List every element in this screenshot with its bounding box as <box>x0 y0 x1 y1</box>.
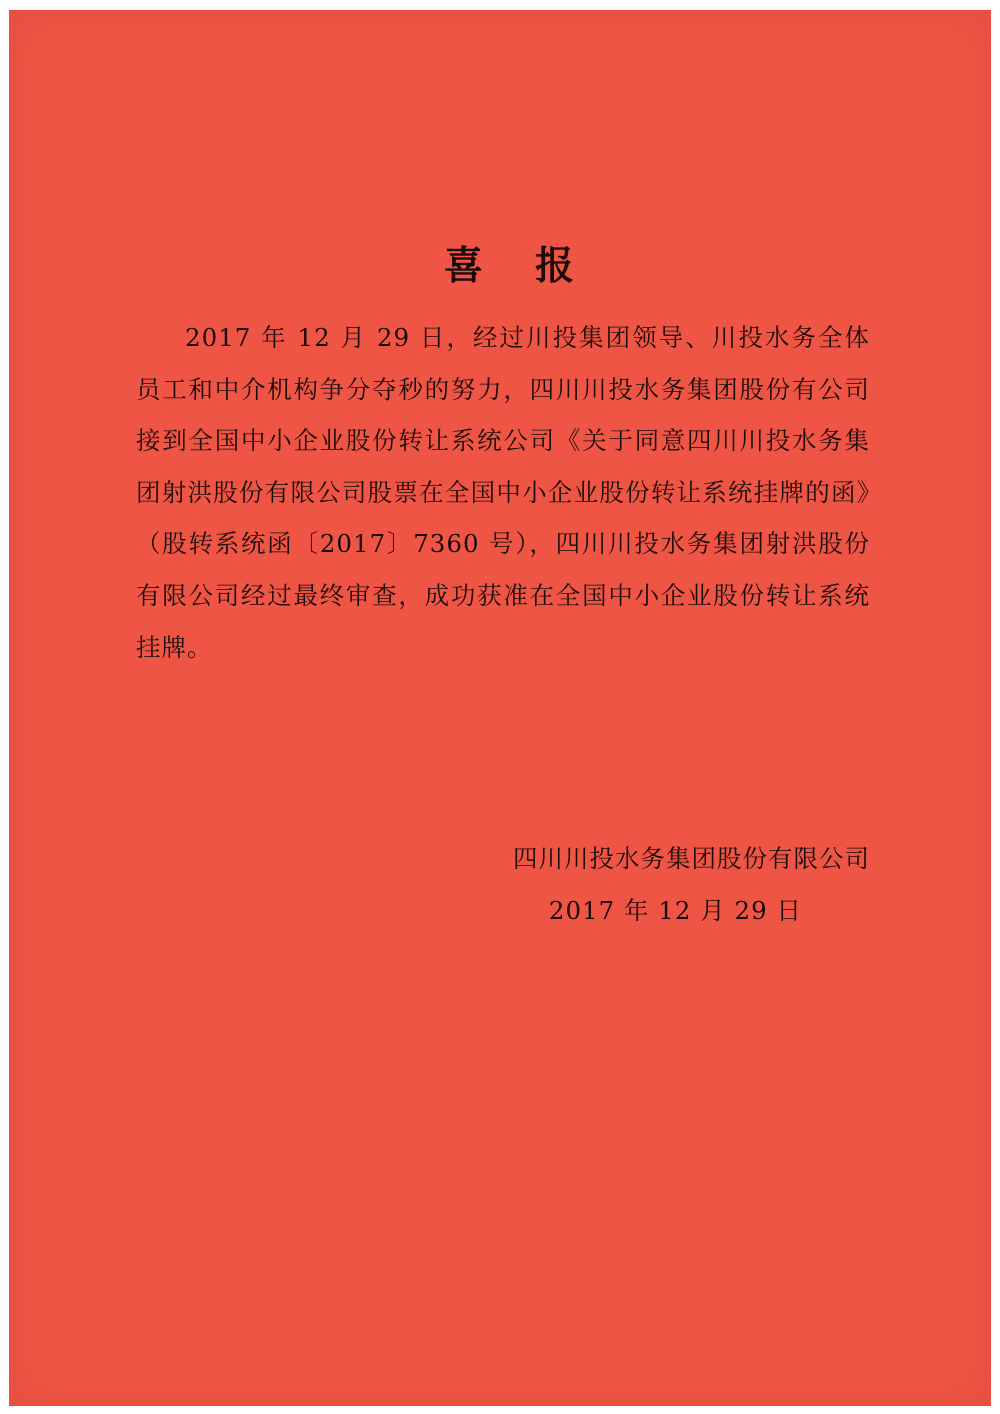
signature-organization: 四川川投水务集团股份有限公司 <box>513 844 870 873</box>
title-char-xi: 喜 <box>443 243 483 289</box>
signature-date: 2017 年 12 月 29 日 <box>548 896 802 925</box>
announcement-body: 2017 年 12 月 29 日，经过川投集团领导、川投水务全体员工和中介机构争分夺秒的努力，四川川投水务集团股份有公司接到全国中小企业股份转让系统公司《关于同意四川川投水务集团射洪股份有限公司股票在全国中小企业股份转让系统挂牌的函》（股转系统函〔2017〕7360 号），四川川投水务集团射洪股份有限公司经过最终审查，成功获准在全国中小企业股份转让系统挂牌。 <box>136 323 870 662</box>
red-announcement-sheet <box>9 10 991 1406</box>
title-char-bao: 报 <box>535 243 575 289</box>
announcement-title <box>9 238 1000 294</box>
